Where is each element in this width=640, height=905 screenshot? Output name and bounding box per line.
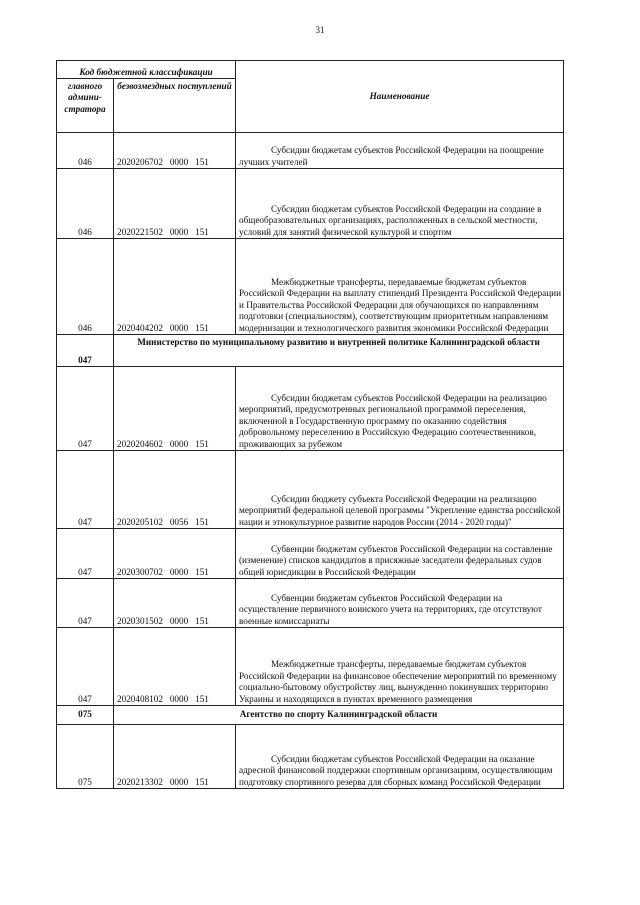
income-code: 2020205102 0056 151 <box>114 451 236 529</box>
admin-code: 046 <box>57 133 114 169</box>
row-description: Субвенции бюджетам субъектов Российской Федерации на осуществление первичного воинского учета на территориях, где отсутствуют военные комиссариаты <box>239 592 542 626</box>
table-row <box>57 451 564 529</box>
header-name: Наименование <box>236 61 564 133</box>
income-code: 2020408102 0000 151 <box>114 628 236 706</box>
admin-code: 047 <box>57 451 114 529</box>
row-description: Субсидии бюджету субъекта Российской Федерации на реализацию мероприятий федеральной целевой программы "Укрепление единства российской нации и этнокультурное развитие народов России (2014 - 2020 годы)" <box>239 493 561 527</box>
ministry-row <box>57 706 564 725</box>
admin-code: 046 <box>57 169 114 239</box>
row-description: Субсидии бюджетам субъектов Российской Федерации на оказание адресной финансовой поддержки спортивным организациям, осуществляющим подготовку спортивного резерва для сборных команд Российской Федерации <box>239 753 553 787</box>
income-code: 2020221502 0000 151 <box>114 169 236 239</box>
table-row <box>57 628 564 706</box>
admin-code: 047 <box>57 367 114 451</box>
page-number: 31 <box>315 25 325 35</box>
budget-classification-table <box>56 60 564 789</box>
admin-code: 047 <box>57 628 114 706</box>
table-row <box>57 529 564 579</box>
ministry-row <box>57 335 564 367</box>
ministry-name: Агентство по спорту Калининградской области <box>114 706 564 725</box>
row-description: Межбюджетные трансферты, передаваемые бюджетам субъектов Российской Федерации на финансовое обеспечение мероприятий по временному социально-бытовому обустройству лиц, вынужденно покинувших территорию Украины и находящихся в пунктах временного размещения <box>239 659 557 704</box>
admin-code: 047 <box>57 529 114 579</box>
table-row <box>57 579 564 628</box>
income-code: 2020204602 0000 151 <box>114 367 236 451</box>
row-description: Субсидии бюджетам субъектов Российской Федерации на поощрение лучших учителей <box>239 145 544 167</box>
header-group-label: Код бюджетной классификации <box>57 61 236 79</box>
table-row <box>57 725 564 789</box>
row-description: Субвенции бюджетам субъектов Российской Федерации на составление (изменение) списков кандидатов в присяжные заседатели федеральных судов общей юрисдикции в Российской Федерации <box>239 543 553 577</box>
header-admin: главного админи-стратора <box>57 79 114 133</box>
row-description: Субсидии бюджетам субъектов Российской Федерации на создание в общеобразовательных организациях, расположенных в сельской местности, условий для занятий физической культурой и спортом <box>239 203 542 237</box>
admin-code: 075 <box>57 725 114 789</box>
ministry-name: Министерство по муниципальному развитию и внутренней политике Калининградской области <box>114 335 564 367</box>
income-code: 2020206702 0000 151 <box>114 133 236 169</box>
admin-code: 047 <box>57 335 114 367</box>
header-income: безвозмездных поступлений <box>114 79 236 133</box>
admin-code: 046 <box>57 239 114 335</box>
income-code: 2020301502 0000 151 <box>114 579 236 628</box>
income-code: 2020213302 0000 151 <box>114 725 236 789</box>
table-row <box>57 367 564 451</box>
admin-code: 047 <box>57 579 114 628</box>
income-code: 2020404202 0000 151 <box>114 239 236 335</box>
table-row <box>57 169 564 239</box>
table-row <box>57 239 564 335</box>
row-description: Субсидии бюджетам субъектов Российской Федерации на реализацию мероприятий, предусмотренных региональной программой переселения, включенной в Государственную программу по оказанию содействия добровольному переселению в Российскую Федерацию соотечественников, проживающих за рубежом <box>239 392 547 449</box>
admin-code: 075 <box>57 706 114 725</box>
income-code: 2020300702 0000 151 <box>114 529 236 579</box>
row-description: Межбюджетные трансферты, передаваемые бюджетам субъектов Российской Федерации на выплату стипендий Президента Российской Федерации и Правительства Российской Федерации для обучающихся по направлениям подготовки (специальностям), соответствующим приоритетным направлениям модернизации и технологического развития экономики Российской Федерации <box>239 276 562 333</box>
table-row <box>57 133 564 169</box>
